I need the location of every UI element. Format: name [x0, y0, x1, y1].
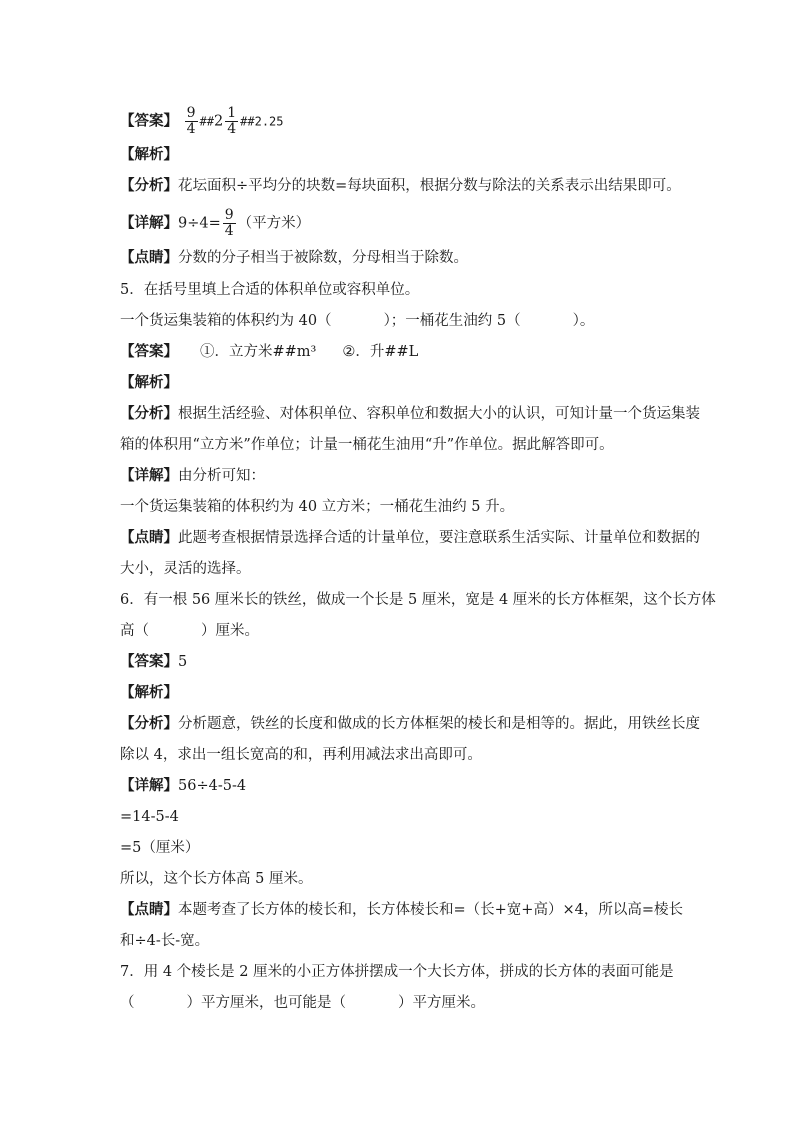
q5-detail-2: 一个货运集装箱的体积约为 40 立方米；一桶花生油约 5 升。	[120, 499, 515, 515]
q6-stem-2: 高（ ）厘米。	[120, 623, 259, 639]
q4-analysis-head: 【解析】	[120, 146, 178, 163]
q6-analysis-1: 【分析】分析题意，铁丝的长度和做成的长方体框架的棱长和是相等的。据此，用铁丝长度	[120, 715, 700, 732]
answer-separator: ##	[199, 114, 214, 129]
q5-comment-2: 大小，灵活的选择。	[120, 561, 251, 577]
q4-answer-line	[120, 106, 684, 137]
q5-answer: 【答案】 ①．立方米##m³ ②．升##L	[120, 343, 419, 360]
answer-decimal: ##2.25	[240, 114, 284, 129]
q5-analysis-head: 【解析】	[120, 374, 178, 391]
q6-analysis-head: 【解析】	[120, 684, 178, 701]
q6-comment-1: 【点睛】本题考查了长方体的棱长和，长方体棱长和=（长+宽+高）×4，所以高=棱长	[120, 901, 683, 918]
q6-stem-1: 6．有一根 56 厘米长的铁丝，做成一个长是 5 厘米，宽是 4 厘米的长方体框架，这个长方体	[120, 592, 716, 608]
q6-answer: 【答案】5	[120, 653, 188, 670]
q5-detail-1: 【详解】由分析可知：	[120, 467, 265, 484]
q7-stem-2: （ ）平方厘米，也可能是（ ）平方厘米。	[120, 995, 485, 1011]
answer-label: 【答案】	[120, 112, 178, 130]
q5-comment-1: 【点睛】此题考查根据情景选择合适的计量单位，要注意联系生活实际、计量单位和数据的	[120, 529, 700, 546]
q6-detail-3: =5（厘米）	[120, 840, 200, 856]
q6-comment-2: 和÷4-长-宽。	[120, 933, 210, 949]
q4-comment: 【点睛】分数的分子相当于被除数，分母相当于除数。	[120, 249, 468, 266]
q4-detail: 【详解】9÷4= $\frac{9}{4}$ （平方米）	[120, 207, 311, 239]
q7-stem-1: 7．用 4 个棱长是 2 厘米的小正方体拼摆成一个大长方体，拼成的长方体的表面可能是	[120, 964, 674, 980]
q4-analysis: 【分析】花坛面积÷平均分的块数=每块面积，根据分数与除法的关系表示出结果即可。	[120, 177, 681, 194]
answer-fraction: $\frac{9}{4}$	[186, 105, 196, 137]
answer-mixed-fraction: $\frac{1}{4}$	[227, 105, 237, 137]
q5-analysis-1: 【分析】根据生活经验、对体积单位、容积单位和数据大小的认识，可知计量一个货运集装	[120, 405, 700, 422]
q6-detail-1: 【详解】56÷4-5-4	[120, 777, 247, 794]
q6-analysis-2: 除以 4，求出一组长宽高的和，再利用减法求出高即可。	[120, 747, 482, 763]
q6-detail-4: 所以，这个长方体高 5 厘米。	[120, 871, 313, 887]
q5-stem: 5．在括号里填上合适的体积单位或容积单位。	[120, 282, 420, 298]
q5-question: 一个货运集装箱的体积约为 40（ ）；一桶花生油约 5（ ）。	[120, 313, 595, 329]
mixed-whole: 2	[213, 113, 224, 130]
q6-detail-2: =14-5-4	[120, 809, 179, 825]
q5-analysis-2: 箱的体积用“立方米”作单位；计量一桶花生油用“升”作单位。据此解答即可。	[120, 437, 614, 453]
detail-fraction: $\frac{9}{4}$	[224, 207, 234, 239]
